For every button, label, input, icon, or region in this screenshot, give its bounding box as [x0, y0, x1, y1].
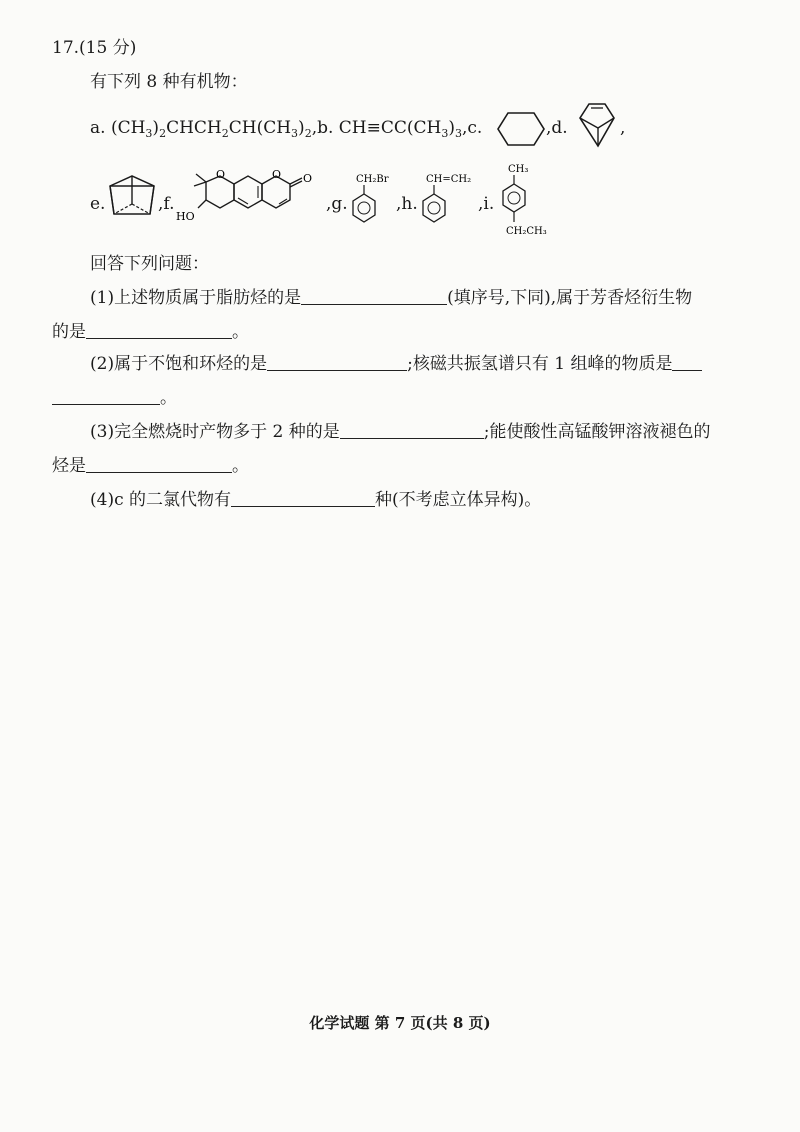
q3-answer-blank-2[interactable]: [86, 454, 232, 473]
benzyl-bromide-structure: [346, 170, 396, 230]
q2-answer-blank-2-cont[interactable]: [52, 386, 160, 405]
q2-end: 。: [160, 388, 177, 408]
q4-line: [90, 488, 541, 512]
q3-line-1: [90, 420, 710, 444]
f-carbonyl-oxygen: O: [303, 172, 313, 185]
triangular-prism-structure: [106, 172, 158, 220]
q2-line-2: [52, 386, 177, 410]
i-top-substituent: CH₃: [508, 164, 529, 175]
compound-c-label: ,c.: [462, 118, 483, 138]
q2-text-2: ;核磁共振氢谱只有 1 组峰的物质是: [407, 354, 673, 374]
q1-text-1: (1)上述物质属于脂肪烃的是: [90, 288, 302, 308]
question-points: (15 分): [79, 38, 137, 58]
f-ring-oxygen-1: O: [216, 168, 226, 181]
compound-e-label: e.: [90, 194, 106, 214]
compound-b-label: ,b.: [311, 118, 334, 138]
f-ring-oxygen-2: O: [272, 168, 282, 181]
g-substituent-label: CH₂Br: [356, 174, 389, 185]
compound-a-label: a.: [90, 118, 106, 138]
compound-g-label: ,g.: [326, 194, 348, 214]
coumarin-derivative-structure: [176, 168, 326, 228]
q3-text-3: 烃是: [52, 456, 86, 476]
q1-answer-blank-2[interactable]: [86, 320, 232, 339]
q2-answer-blank-1[interactable]: [267, 352, 407, 371]
q1-line-1: [90, 286, 692, 310]
q4-text-1: (4)c 的二氯代物有: [90, 490, 232, 510]
q1-text-3: 的是: [52, 322, 86, 342]
compound-h-label: ,h.: [396, 194, 418, 214]
compound-b-formula: $CH\equiv CC(CH_3)_3$: [338, 118, 462, 140]
q2-line-1: [90, 352, 702, 376]
q2-text-1: (2)属于不饱和环烃的是: [90, 354, 268, 374]
compound-d-label: ,d.: [546, 118, 568, 138]
bicyclic-alkene-structure: [574, 98, 620, 154]
q3-end: 。: [232, 456, 249, 476]
q3-answer-blank-1[interactable]: [340, 420, 484, 439]
i-bottom-substituent: CH₂CH₃: [506, 226, 547, 237]
q3-text-2: ;能使酸性高锰酸钾溶液褪色的: [483, 422, 711, 442]
q4-text-2: 种(不考虑立体异构)。: [375, 490, 542, 510]
q1-text-2: (填序号,下同),属于芳香烃衍生物: [447, 288, 693, 308]
ethyltoluene-structure: [498, 160, 558, 244]
q1-line-2: [52, 320, 249, 344]
question-header: [52, 36, 136, 60]
question-intro: 有下列 8 种有机物：: [90, 72, 248, 92]
comma-after-d: ,: [620, 118, 626, 138]
q3-text-1: (3)完全燃烧时产物多于 2 种的是: [90, 422, 340, 442]
q2-answer-blank-2-start[interactable]: [672, 352, 702, 371]
q4-answer-blank[interactable]: [231, 488, 375, 507]
q1-answer-blank-1[interactable]: [301, 286, 447, 305]
cyclohexane-structure: [496, 110, 546, 148]
q3-line-2: [52, 454, 249, 478]
page-footer: 化学试题 第 7 页(共 8 页): [309, 1014, 491, 1032]
compound-row-1: [90, 116, 482, 140]
compound-i-label: ,i.: [478, 194, 495, 214]
compound-f-label: ,f.: [158, 194, 175, 214]
h-substituent-label: CH=CH₂: [426, 174, 472, 185]
compound-a-formula: $(CH_3)_2CHCH_2CH(CH_3)_2$: [110, 118, 312, 140]
question-number: 17.: [52, 38, 80, 58]
answers-intro: 回答下列问题：: [90, 254, 209, 274]
q1-end: 。: [232, 322, 249, 342]
f-hydroxyl-label: HO: [176, 210, 195, 223]
styrene-structure: [416, 170, 480, 230]
